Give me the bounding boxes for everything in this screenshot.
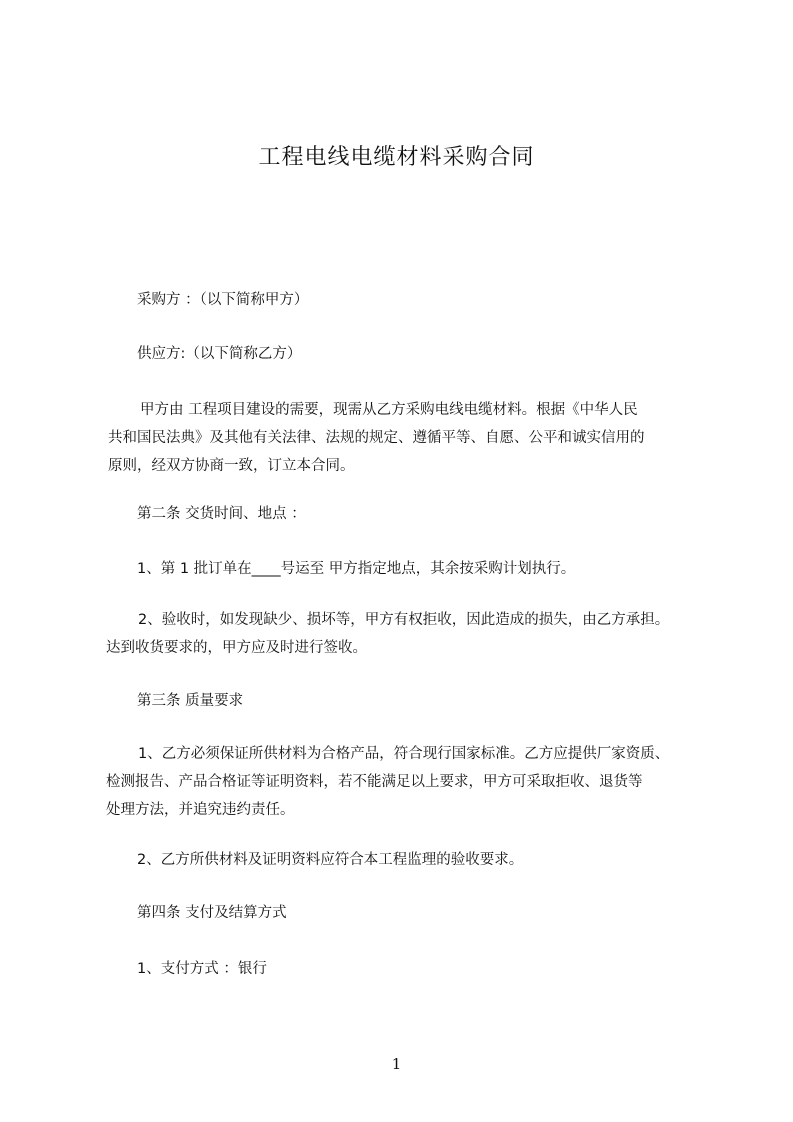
text-line: 达到收货要求的，甲方应及时进行签收。 (106, 640, 367, 656)
text-line: 原则，经双方协商一致，订立本合同。 (108, 458, 355, 474)
paragraph-2-1 (137, 555, 575, 583)
heading-article-2 (137, 500, 306, 528)
text-line: 第三条 质量要求 (137, 693, 244, 709)
text-line: 检测报告、产品合格证等证明资料，若不能满足以上要求，甲方可采取拒收、退货等 (106, 774, 643, 790)
paragraph-4-1 (137, 955, 267, 983)
document-title: 工程电线电缆材料采购合同 (258, 145, 535, 170)
text-line: 供应方:（以下简称乙方） (137, 346, 302, 362)
text-line: 采购方 ：（以下简称甲方） (137, 292, 309, 308)
text-line: 2、乙方所供材料及证明资料应符合本工程监理的验收要求。 (137, 852, 524, 868)
paragraph-3-1 (106, 740, 669, 824)
heading-article-4 (137, 899, 287, 927)
page-number: 1 (391, 1055, 402, 1073)
paragraph-3-2 (137, 846, 523, 874)
text-line: 第二条 交货时间、地点 ： (137, 506, 306, 522)
paragraph-supplier (137, 340, 301, 368)
text-line: 第四条 支付及结算方式 (137, 905, 287, 921)
text-line: 甲方由 工程项目建设的需要，现需从乙方采购电线电缆材料。根据《中华人民 (140, 402, 638, 418)
heading-article-3 (137, 687, 243, 715)
paragraph-preamble (108, 396, 645, 480)
paragraph-2-2 (106, 606, 669, 662)
text-line: 处理方法，并追究违约责任。 (106, 802, 295, 818)
text-line: 1、第 1 批订单在____号运至 甲方指定地点，其余按采购计划执行。 (137, 561, 576, 577)
text-line: 2、验收时，如发现缺少、损坏等，甲方有权拒收，因此造成的损失，由乙方承担。 (138, 612, 670, 628)
text-line: 1、乙方必须保证所供材料为合格产品，符合现行国家标准。乙方应提供厂家资质、 (138, 746, 670, 762)
paragraph-buyer (137, 286, 308, 314)
text-line: 共和国民法典》及其他有关法律、法规的规定、遵循平等、自愿、公平和诚实信用的 (108, 430, 645, 446)
text-line: 1、支付方式 ：银行 (137, 961, 267, 977)
